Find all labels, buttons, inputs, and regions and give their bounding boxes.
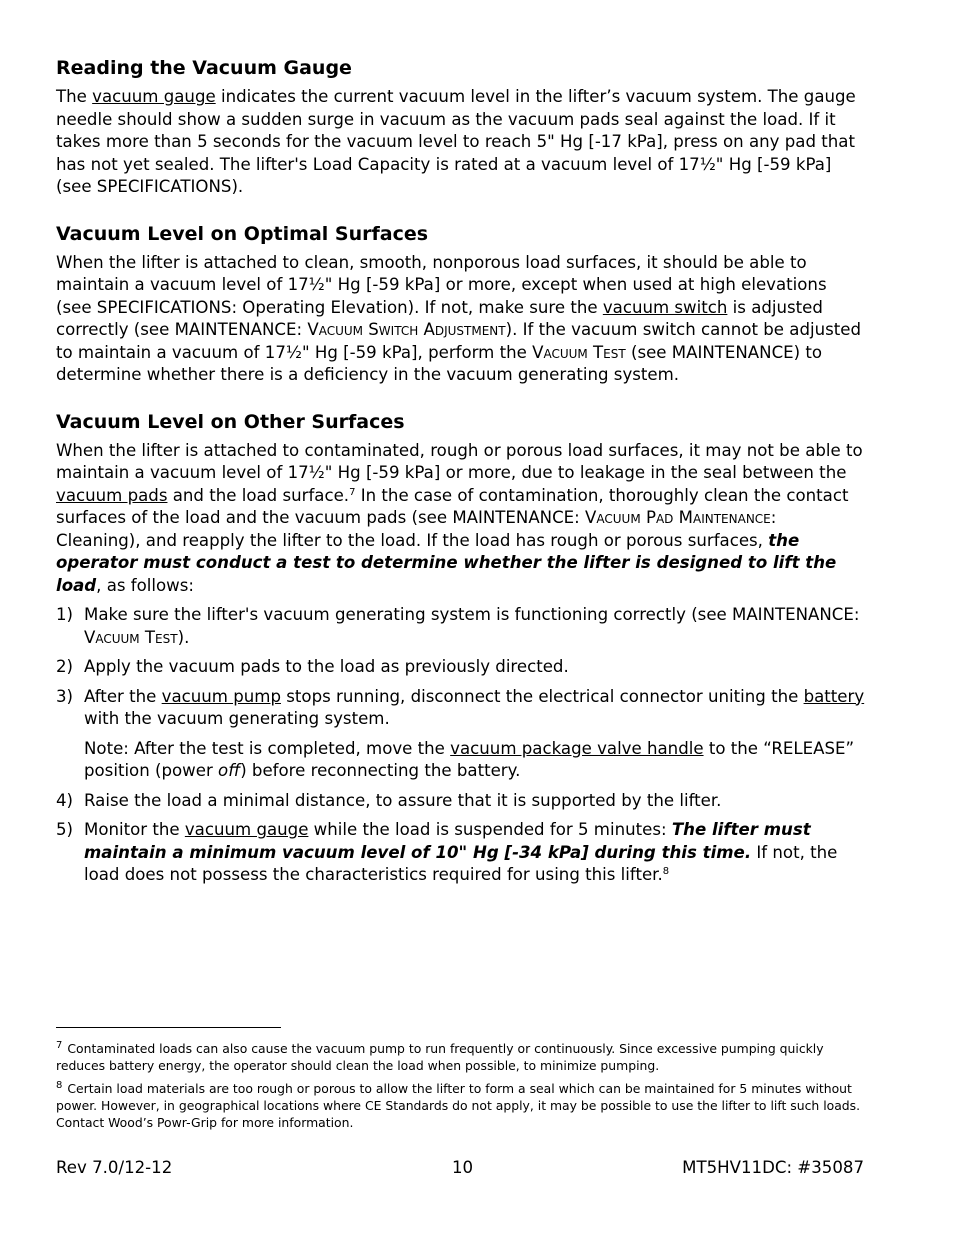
link-vacuum-package-valve-handle[interactable]: vacuum package valve handle <box>450 738 704 758</box>
document-page <box>56 56 866 894</box>
step-note: Note: After the test is completed, move the vacuum package valve handle to the “RELEASE” position (power off) before reconnecting the battery. <box>84 738 855 780</box>
list-item: 2) Apply the vacuum pads to the load as previously directed. <box>56 657 569 676</box>
footnotes <box>56 1040 871 1137</box>
list-item: 5) Monitor the vacuum gauge while the load is suspended for 5 minutes: The lifter must maintain a minimum vacuum level of 10" Hg [-34 kPa] during this time. If not, the load does not possess the characteristics required for using this lifter.$^8$ <box>56 820 838 884</box>
link-vacuum-switch[interactable]: vacuum switch <box>602 297 728 317</box>
revision-label: Rev 7.0/12-12 <box>56 1158 173 1177</box>
ref-vacuum-test: Vacuum Test <box>84 627 178 647</box>
ref-vacuum-pad-maintenance: Vacuum Pad Maintenance <box>585 508 771 527</box>
link-vacuum-gauge[interactable]: vacuum gauge <box>92 87 216 106</box>
paragraph-reading-vacuum-gauge: The vacuum gauge indicates the current vacuum level in the lifter’s vacuum system. The gauge needle should show a sudden surge in vacuum as the vacuum pads seal against the load. If it takes more than 5 seconds for the vacuum level to reach 5" Hg [-17 kPa], press on any pad that has not yet sealed. The lifter's Load Capacity is rated at a vacuum level of 17½" Hg [-59 kPa] (see SPECIFICATIONS). <box>56 87 856 196</box>
link-vacuum-pump[interactable]: vacuum pump <box>161 686 281 706</box>
heading-optimal-surfaces: Vacuum Level on Optimal Surfaces <box>56 222 429 245</box>
warning-operator-test: the operator must conduct a test to determine whether the lifter is designed to lift the load <box>56 530 837 595</box>
document-id: MT5HV11DC: #35087 <box>682 1158 864 1177</box>
test-steps-list <box>56 604 866 887</box>
footnote-ref-7[interactable]: 7 <box>349 486 356 498</box>
heading-reading-vacuum-gauge: Reading the Vacuum Gauge <box>56 57 352 79</box>
ref-vacuum-switch-adjustment: Vacuum Switch Adjustment <box>307 320 506 339</box>
heading-other-surfaces: Vacuum Level on Other Surfaces <box>56 410 405 433</box>
footnote-divider <box>56 1027 281 1028</box>
link-vacuum-gauge[interactable]: vacuum gauge <box>184 820 309 839</box>
link-battery[interactable]: battery <box>803 686 865 706</box>
list-item: 3) After the vacuum pump stops running, disconnect the electrical connector uniting the battery with the vacuum generating system. Note: After the test is completed, move the vacuum package valve handle to the “RELEASE” position (power off) before reconnecting the battery. <box>56 686 866 783</box>
footnote-7: $^7$ Contaminated loads can also cause the vacuum pump to run frequently or continuously. Since excessive pumping quickly reduces battery energy, the operator should clean the load when possible, to minimize pumping. <box>56 1040 824 1073</box>
paragraph-optimal-surfaces: When the lifter is attached to clean, smooth, nonporous load surfaces, it should be able to maintain a vacuum level of 17½" Hg [-59 kPa] or more, except when used at high elevations (see SPECIFICATIONS: Operating Elevation). If not, make sure the vacuum switch is adjusted correctly (see MAINTENANCE: Vacuum Switch Adjustment). If the vacuum switch cannot be adjusted to maintain a vacuum of 17½" Hg [-59 kPa], perform the Vacuum Test (see MAINTENANCE) to determine whether there is a deficiency in the vacuum generating system. <box>56 252 861 384</box>
paragraph-other-surfaces: When the lifter is attached to contaminated, rough or porous load surfaces, it may not be able to maintain a vacuum level of 17½" Hg [-59 kPa] or more, due to leakage in the seal between the vacuum pads and the load surface.$^7$ In the case of contamination, thoroughly clean the contact surfaces of the load and the vacuum pads (see MAINTENANCE: Vacuum Pad Maintenance: Cleaning), and reapply the lifter to the load. If the load has rough or porous surfaces, the operator must conduct a test to determine whether the lifter is designed to lift the load, as follows: <box>56 440 863 595</box>
ref-vacuum-test: Vacuum Test <box>532 342 626 362</box>
warning-minimum-vacuum: The lifter must maintain a minimum vacuum level of 10" Hg [-34 kPa] during this time. <box>84 820 811 862</box>
footnote-8: $^8$ Certain load materials are too rough or porous to allow the lifter to form a seal which can be maintained for 5 minutes without power. However, in geographical locations where CE Standards do not apply, it may be possible to use the lifter to lift such loads. Contact Wood’s Powr-Grip for more information. <box>56 1080 861 1130</box>
list-item: 4) Raise the load a minimal distance, to assure that it is supported by the lifter. <box>56 790 722 810</box>
footnote-ref-8[interactable]: 8 <box>662 866 670 877</box>
page-footer <box>56 1157 864 1179</box>
link-vacuum-pads[interactable]: vacuum pads <box>56 485 168 505</box>
list-item: 1) Make sure the lifter's vacuum generating system is functioning correctly (see MAINTENANCE: Vacuum Test). <box>56 605 860 647</box>
page-number: 10 <box>452 1158 474 1177</box>
